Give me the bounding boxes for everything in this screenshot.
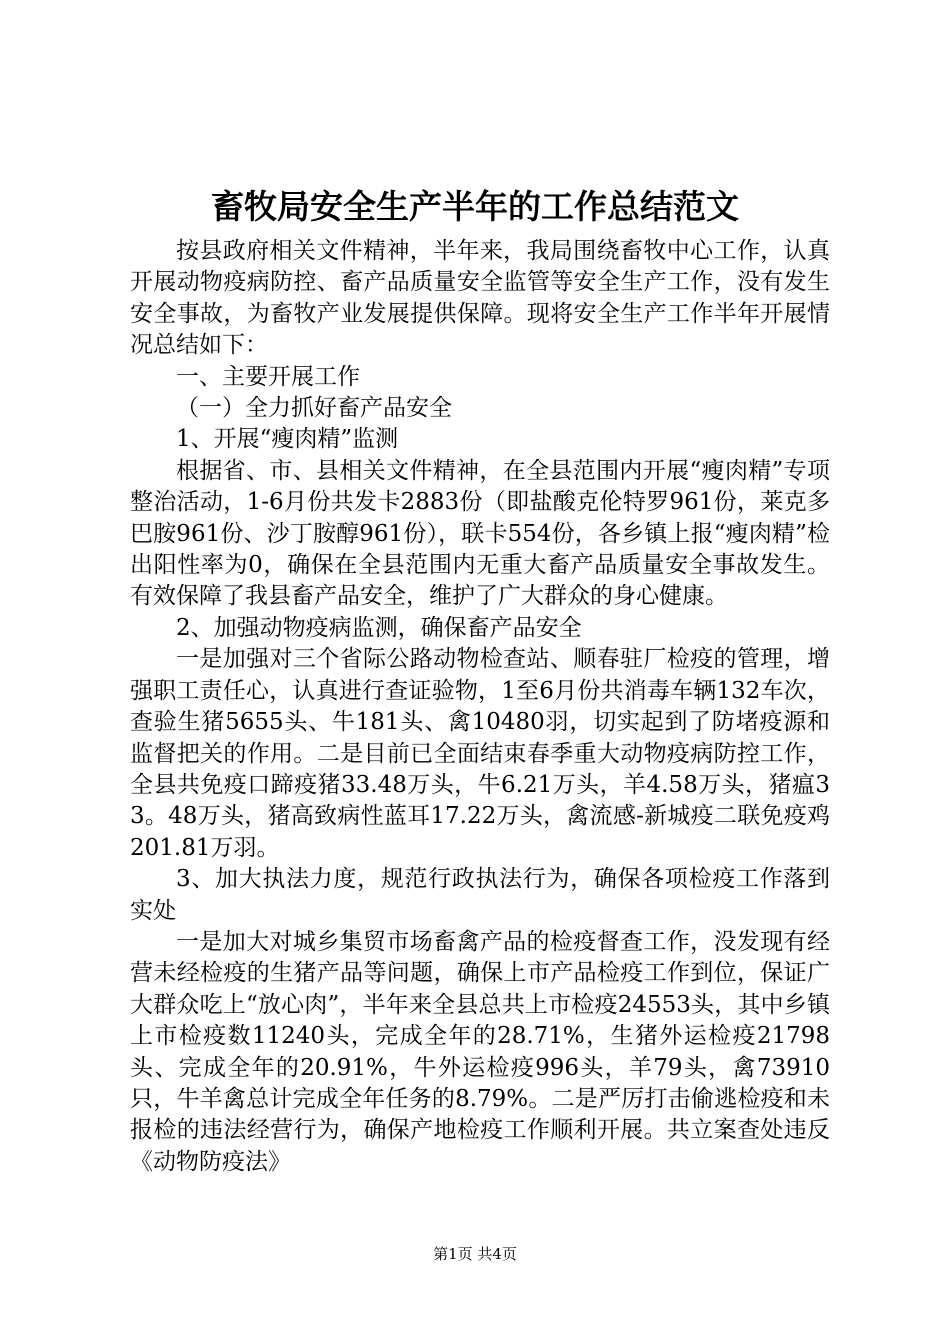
paragraph-law-enforcement: 一是加大对城乡集贸市场畜禽产品的检疫督查工作，没发现有经营未经检疫的生猪产品等问题，确保上市产品检疫工作到位，保证广大群众吃上“放心肉”，半年来全县总共上市检疫24553头，其中乡镇上市检疫数11240头，完成全年的28.71%，生猪外运检疫21798头、完成全年的20.91%，牛外运检疫996头，羊79头，禽73910只，牛羊禽总计完成全年任务的8.79%。二是严厉打击偷逃检疫和未报检的违法经营行为，确保产地检疫工作顺利开展。共立案查处违反《动物防疫法》: [130, 928, 830, 1175]
paragraph-disease-monitoring: 一是加强对三个省际公路动物检查站、顺春驻厂检疫的管理，增强职工责任心，认真进行查证验物，1至6月份共消毒车辆132车次，查验生猪5655头、牛181头、禽10480羽，切实起到了防堵疫源和监督把关的作用。二是目前已全面结束春季重大动物疫病防控工作，全县共免疫口蹄疫猪33.48万头，牛6.21万头，羊4.58万头，猪瘟33。48万头，猪高致病性蓝耳17.22万头，禽流感-新城疫二联免疫鸡201.81万羽。: [130, 646, 830, 861]
heading-main-work: 一、主要开展工作: [176, 363, 360, 390]
paragraph-clenbuterol: 根据省、市、县相关文件精神，在全县范围内开展“瘦肉精”专项整治活动，1-6月份共发卡2883份（即盐酸克伦特罗961份，莱克多巴胺961份、沙丁胺醇961份），联卡554份，各乡镇上报“瘦肉精”检出阳性率为0，确保在全县范围内无重大畜产品质量安全事故发生。有效保障了我县畜产品安全，维护了广大群众的身心健康。: [130, 457, 830, 610]
heading-product-safety: （一）全力抓好畜产品安全: [176, 395, 452, 422]
heading-clenbuterol-monitoring: 1、开展“瘦肉精”监测: [176, 426, 399, 453]
heading-law-enforcement: 3、加大执法力度，规范行政执法行为，确保各项检疫工作落到实处: [130, 866, 830, 924]
document-title: 畜牧局安全生产半年的工作总结范文: [211, 187, 739, 226]
page-footer: 第1页 共4页: [433, 1245, 517, 1263]
document-body: [130, 236, 830, 1178]
heading-disease-monitoring: 2、加强动物疫病监测，确保畜产品安全: [176, 614, 582, 641]
paragraph-intro: 按县政府相关文件精神，半年来，我局围绕畜牧中心工作，认真开展动物疫病防控、畜产品质量安全监管等安全生产工作，没有发生安全事故，为畜牧产业发展提供保障。现将安全生产工作半年开展情况总结如下：: [130, 238, 830, 359]
